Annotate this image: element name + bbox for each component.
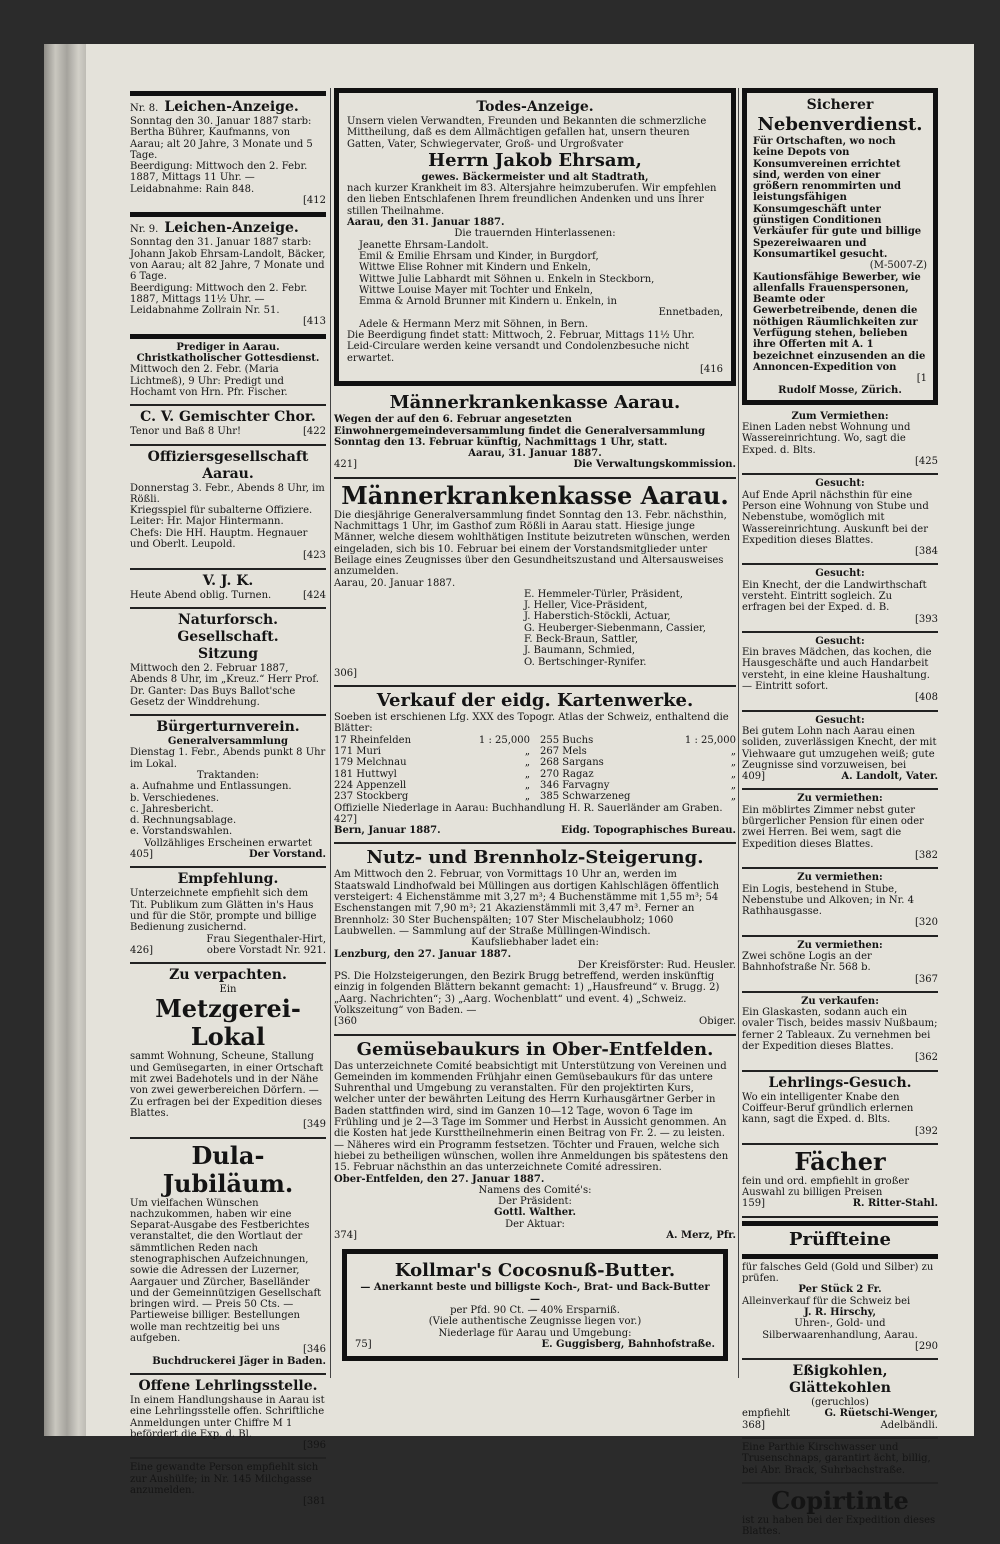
ad-ref: [320 [915, 917, 938, 929]
mourner: Emil & Emilie Ehrsam und Kinder, in Burgdorf, [359, 250, 599, 262]
ad-text: Eine Parthie Kirschwasser und Trusenschnaps, garantirt ächt, billig, bei Abr. Brack, Suhrbachstraße. [742, 1442, 931, 1476]
ad-headline: Metzgerei-Lokal [155, 994, 301, 1052]
ad-signature: Frau Siegenthaler-Hirt, [206, 933, 326, 945]
officers-society-ad [130, 449, 326, 562]
ad-ref: [416 [700, 363, 723, 375]
ad-text: sammt Wohnung, Scheune, Stallung und Gemüsegarten, in einer Ortschaft mit zwei Badehotels und in der Nähe von zwei gewerbereichen Dörfern. — Zu erfragen bei der Expedition dieses Blattes. [130, 1051, 324, 1119]
mourner: Wittwe Louise Mayer mit Tochter und Enkeln, [359, 284, 593, 296]
divider [742, 710, 938, 712]
charcoal-ad [742, 1363, 938, 1431]
kirsch-ad [742, 1442, 938, 1476]
lodging-for-rent-ad [742, 872, 938, 928]
ad-title: Lehrlings-Gesuch. [768, 1074, 912, 1091]
map-sheet: 270 Ragaz [540, 768, 594, 780]
ad-title: Gemüsebaukurs in Ober-Entfelden. [356, 1038, 714, 1060]
ad-signature: Namens des Comité's: [478, 1184, 592, 1196]
ad-text: Dienstag 1. Febr., Abends punkt 8 Uhr im Lokal. [130, 747, 326, 770]
ad-ref: [346 [303, 1344, 326, 1356]
ad-ref: 75] [355, 1338, 372, 1350]
ad-ref: 409] [742, 771, 765, 783]
map-scale: „ [524, 768, 530, 780]
deceased-name: Herrn Jakob Ehrsam, [428, 149, 642, 171]
ad-subtitle: (geruchlos) [811, 1397, 869, 1409]
divider [130, 1373, 326, 1375]
ad-title: Bürgerturnverein. [156, 719, 300, 736]
ad-text: Mittwoch den 2. Febr. (Maria Lichtmeß), 9 Uhr: Predigt und Hochamt von Hrn. Pfr. Fischer. [130, 364, 288, 398]
farmhand-wanted-ad [742, 568, 938, 624]
ad-signature: Der Präsident: [498, 1196, 572, 1208]
ad-text: für falsches Geld (Gold und Silber) zu prüfen. [742, 1261, 934, 1285]
ad-ref: 421] [334, 459, 357, 471]
ad-text: Ein Logis, bestehend in Stube, Nebenstube und Alkoven; in Nr. 4 Rathhausgasse. [742, 883, 915, 918]
divider [130, 91, 326, 96]
ad-text: Auf Ende April nächsthin für eine Person eine Wohnung von Stube und Nebenstube, womöglich mit Wassereinrichtung. Auskunft bei der Expedition dieses Blattes. [742, 489, 929, 546]
board-member: J. Haberstich-Stöckli, Actuar, [524, 611, 671, 623]
divider [334, 477, 736, 479]
ad-text: Eine gewandte Person empfiehlt sich zur Aushülfe; in Nr. 145 Milchgasse anzumelden. [130, 1462, 319, 1497]
ad-ref: [408 [915, 692, 938, 704]
apprentice-wanted-ad [742, 1075, 938, 1137]
ad-signature: Rudolf Mosse, Zürich. [778, 384, 902, 396]
stableman-wanted-ad [742, 715, 938, 783]
apartment-wanted-ad [742, 478, 938, 557]
obituary-ehrsam [334, 88, 736, 386]
ad-title: Zu vermiethen: [797, 793, 883, 805]
map-scale: „ [730, 779, 736, 791]
ad-text: Wegen der auf den 6. Februar angesetzten Einwohnergemeindeversammlung findet die Generalversammlung Sonntag den 13. Februar künftig, Nachmittags 1 Uhr, statt. [334, 414, 706, 448]
ad-text: fein und ord. empfiehlt in großer Auswahl zu billigen Preisen [742, 1175, 910, 1199]
board-member: O. Bertschinger-Rynifer. [524, 656, 647, 668]
map-scale: „ [524, 791, 530, 803]
notice-number: Nr. 9. [130, 224, 159, 236]
ad-subtitle: Christkatholischer Gottesdienst. [136, 353, 320, 365]
furniture-for-sale-ad [742, 996, 938, 1064]
ad-text: Alleinverkauf für die Schweiz bei [742, 1295, 911, 1307]
ad-ref: [382 [915, 849, 938, 861]
divider [334, 842, 736, 844]
ad-ref: [425 [915, 456, 938, 468]
ad-title: Naturforsch. Gesellschaft. [177, 611, 279, 645]
ad-text: Niederlage für Aarau und Umgebung: [438, 1327, 632, 1339]
ad-ref: [367 [915, 973, 938, 985]
ad-signature: J. R. Hirschy, [803, 1306, 877, 1318]
ad-title: Offiziersgesellschaft Aarau. [147, 448, 309, 482]
ad-ref: [413 [303, 316, 326, 328]
ad-date: Ober-Entfelden, den 27. Januar 1887. [334, 1173, 545, 1185]
map-sheet: 179 Melchnau [334, 757, 407, 769]
ad-subtitle: Generalversammlung [167, 736, 289, 748]
ad-text: Heute Abend oblig. Turnen. [130, 589, 272, 601]
ad-title: Gesucht: [815, 568, 865, 580]
ad-signature: Der Kreisförster: Rud. Heusler. [577, 959, 736, 971]
ad-ref: [393 [915, 613, 938, 625]
divider [742, 1143, 938, 1145]
ad-ref: 368] [742, 1419, 765, 1431]
ad-signature: Eidg. Topographisches Bureau. [561, 825, 736, 837]
ad-text: Kautionsfähige Bewerber, wie allenfalls Frauenspersonen, Beamte oder Gewerbetreibende, denen die nöthigen Räumlichkeiten zur Verfügung stehen, belieben ihre Offerten mit A. 1 bezeichnet einzusenden an die Annoncen-Expedition von [753, 271, 926, 373]
ad-text: Mittwoch den 2. Februar 1887, Abends 8 Uhr, im „Kreuz.“ Herr Prof. Dr. Ganter: Das Buys Ballot'sche Gesetz der Winddrehung. [130, 662, 319, 708]
ad-signature: Buchdruckerei Jäger in Baden. [152, 1355, 326, 1367]
ad-text: Tenor und Baß 8 Uhr! [130, 426, 242, 438]
health-insurance-assembly [334, 482, 736, 679]
mourner: Jeanette Ehrsam-Landolt. [359, 239, 489, 251]
mourner: Emma & Arnold Brunner mit Kindern u. Enkeln, in [359, 296, 617, 308]
health-insurance-notice [334, 392, 736, 470]
ad-ref: [360 [334, 1016, 357, 1028]
board-member: J. Heller, Vice-Präsident, [524, 600, 648, 612]
ad-text: In einem Handlungshause in Aarau ist eine Lehrlingsstelle offen. Schriftliche Anmeldungen unter Chiffre M 1 befördert die Exp. d. Bl. [130, 1394, 325, 1440]
map-sheet-list [334, 735, 736, 803]
map-sheet: 268 Sargans [540, 757, 604, 769]
natural-science-society-ad [130, 612, 326, 708]
map-scale: 1 : 25,000 [684, 734, 736, 746]
divider [742, 991, 938, 993]
ad-signature: E. Guggisberg, Bahnhofstraße. [541, 1338, 715, 1350]
notice-text: Beerdigung: Mittwoch den 2. Febr. 1887, Mittags 11 Uhr. — Leidabnahme: Rain 848. [130, 161, 308, 195]
room-for-rent-ad [742, 793, 938, 861]
ad-title: Zu vermiethen: [797, 872, 883, 884]
ad-title: Gesucht: [815, 635, 865, 647]
column-divider [330, 88, 331, 1378]
map-scale: „ [524, 746, 530, 758]
ad-subtitle: Die trauernden Hinterlassenen: [454, 228, 616, 240]
ad-text: Ein möblirtes Zimmer nebst guter bürgerlicher Pension für einen oder zwei Herren. Bei wem, sagt die Expedition dieses Blattes. [742, 804, 924, 850]
lodgings-for-rent-ad [742, 940, 938, 985]
divider [130, 962, 326, 964]
divider [130, 568, 326, 570]
ad-title: Gesucht: [815, 714, 865, 726]
ad-text: empfiehlt [742, 1408, 791, 1420]
ad-ref: 306] [334, 667, 357, 679]
divider [334, 685, 736, 687]
ad-signature: A. Merz, Pfr. [666, 1230, 736, 1242]
ad-signature: Obiger. [699, 1016, 736, 1028]
ad-text: Soeben ist erschienen Lfg. XXX des Topogr. Atlas der Schweiz, enthaltend die Blätter: [334, 712, 729, 735]
ad-text: Kriegsspiel für subalterne Offiziere. Leiter: Hr. Major Hintermann. [130, 505, 313, 528]
divider [742, 1070, 938, 1072]
board-member: J. Baumann, Schmied, [524, 645, 636, 657]
book-binding [44, 44, 90, 1436]
ad-text: Ein Glaskasten, sodann auch ein ovaler Tisch, beides massiv Nußbaum; ferner 2 Tableaux. Zu vernehmen bei der Expedition dieses Blattes. [742, 1007, 938, 1053]
ad-title: Verkauf der eidg. Kartenwerke. [376, 690, 694, 712]
board-list [334, 589, 736, 668]
divider [742, 1221, 938, 1226]
divider [334, 1034, 736, 1036]
ad-text: Unterzeichnete empfiehlt sich dem Tit. Publikum zum Glätten in's Haus und für die Stör, prompte und billige Bedienung zusichernd. [130, 888, 317, 934]
ad-ref: [423 [303, 550, 326, 562]
ad-title: Zu verpachten. [169, 967, 287, 984]
ad-text: Das unterzeichnete Comité beabsichtigt mit Unterstützung von Vereinen und Gemeinden im kommenden Frühjahr einen Gemüsebaukurs für das untere Suhrenthal und Umgebung zu veranstalten. Für den projektirten Kurs, welcher unter der bewährten Leitung des Herrn Kurhausgärtner Gerber in Baden stattfinden wird, sind im Ganzen 10—12 Tage, wovon 6 Tage im Frühling und je 2—3 Tage im Sommer und Herbst in Aussicht genommen. An die Kosten hat jede Kursttheilnehmerin einen Beitrag von Fr. 2. — zu leisten. — Näheres wird ein Programm festsetzen. Töchter und Frauen, welche sich hiebei zu betheiligen wünschen, wollen ihre Anmeldungen bis spätestens den 15. Februar nächsthin an das unterzeichnete Comité adressiren. [334, 1060, 729, 1174]
ad-title: Offene Lehrlingsstelle. [138, 1377, 318, 1394]
death-notice-8 [130, 99, 326, 206]
ad-text: Unsern vielen Verwandten, Freunden und Bekannten die schmerzliche Mittheilung, daß es dem Allmächtigen gefallen hat, unsern theuren Gatten, Vater, Schwiegervater, Groß- und Urgroßvater [347, 116, 707, 150]
fans-ad [742, 1148, 938, 1210]
ad-title: Eßigkohlen, Glättekohlen [789, 1363, 891, 1397]
ad-text: Einen Laden nebst Wohnung und Wassereinrichtung. Wo, sagt die Exped. d. Blts. [742, 422, 911, 456]
ad-date: Aarau, den 31. Januar 1887. [347, 217, 505, 229]
divider [130, 714, 326, 716]
side-income-ad [742, 88, 938, 405]
notice-title: Leichen-Anzeige. [164, 220, 299, 237]
ad-text: Offizielle Niederlage in Aarau: Buchhandlung H. R. Sauerländer am Graben. [334, 802, 723, 814]
map-sheet: 385 Schwarzeneg [540, 791, 631, 803]
notice-number: Nr. 8. [130, 103, 159, 114]
ad-ref: 427] [334, 813, 357, 825]
ad-signature: G. Rüetschi-Wenger, [824, 1408, 938, 1420]
ad-text: per Pfd. 90 Ct. — 40% Ersparniß. [450, 1304, 620, 1316]
notice-text: Sonntag den 31. Januar 1887 starb: Johann Jakob Ehrsam-Landolt, Bäcker, von Aarau; alt 82 Jahre, 7 Monate und 6 Tage. [130, 237, 326, 283]
ad-text: Wo ein intelligenter Knabe den Coiffeur-Beruf gründlich erlernen kann, sagt die Exped. d. Blts. [742, 1091, 914, 1126]
map-sheet: 17 Rheinfelden [334, 734, 412, 746]
map-sheet: 181 Huttwyl [334, 768, 397, 780]
agenda-title: Traktanden: [196, 769, 260, 781]
ad-title: Sicherer [806, 97, 874, 113]
divider [742, 788, 938, 790]
ad-title: Prediger in Aarau. [176, 341, 280, 353]
agenda-item: d. Rechnungsablage. [130, 815, 237, 827]
ad-text: — Anerkannt beste und billigste Koch-, Brat- und Back-Butter — [360, 1282, 710, 1305]
map-sheet: 237 Stockberg [334, 791, 409, 803]
map-sheet: 346 Farvagny [540, 779, 610, 791]
ad-text: Vollzähliges Erscheinen erwartet [144, 837, 312, 849]
ad-price: Per Stück 2 Fr. [798, 1284, 882, 1296]
center-column [334, 88, 736, 1361]
ad-date: Lenzburg, den 27. Januar 1887. [334, 948, 512, 960]
ad-text: Die Beerdigung findet statt: Mittwoch, 2. Februar, Mittags 11½ Uhr. Leid-Circulare werden keine versandt und Condolenzbesuche nicht erwartet. [347, 330, 695, 364]
map-scale: 1 : 25,000 [478, 734, 530, 746]
ad-text: Donnerstag 3. Febr., Abends 8 Uhr, im Rößli. [130, 482, 325, 505]
ad-text: Adelbändli. [880, 1419, 938, 1431]
ad-headline: Fächer [794, 1146, 886, 1176]
left-column [130, 88, 326, 1514]
divider [742, 1254, 938, 1259]
map-scale: „ [730, 768, 736, 780]
coconut-butter-ad [342, 1249, 728, 1361]
ad-title: V. J. K. [202, 572, 254, 589]
mourner: Wittwe Julie Labhardt mit Söhnen u. Enkeln in Steckborn, [359, 273, 655, 285]
board-member: E. Hemmeler-Türler, Präsident, [524, 588, 683, 600]
ad-ref: 374] [334, 1230, 357, 1242]
ad-subtitle: gewes. Bäckermeister und alt Stadtrath, [421, 171, 649, 183]
map-scale: „ [730, 791, 736, 803]
agenda-item: e. Vorstandswahlen. [130, 826, 233, 838]
divider [742, 867, 938, 869]
map-scale: „ [730, 757, 736, 769]
ad-title: Prüffteine [788, 1228, 892, 1250]
ad-text: Ein braves Mädchen, das kochen, die Hausgeschäfte und auch Handarbeit versteht, in eine kleine Haushaltung. — Eintritt sofort. [742, 647, 932, 693]
column-divider [738, 88, 739, 1378]
ad-ref: 426] [130, 944, 153, 956]
choir-ad [130, 409, 326, 437]
ad-ref: [412 [303, 195, 326, 207]
ad-title: Nutz- und Brennholz-Steigerung. [366, 847, 704, 869]
recommendation-ad [130, 871, 326, 956]
shop-for-rent-ad [742, 411, 938, 467]
divider [742, 1216, 938, 1218]
ad-text: Um vielfachen Wünschen nachzukommen, haben wir eine Separat-Ausgabe des Festberichtes veranstaltet, die den Wortlaut der sämmtlichen Reden nach stenographischen Aufzeichnungen, sowie die Adressen der Luzerner, Aargauer und Zürcher, Baselländer und der Gemeinnützigen Gesellschaft bringen wird. — Preis 50 Cts. — Partieweise billiger. Bestellungen wolle man rechtzeitig bei uns aufgeben. [130, 1197, 322, 1345]
ad-text: Ein [219, 984, 237, 996]
ad-title: Zu vermiethen: [797, 939, 883, 951]
ad-date: Aarau, 20. Januar 1887. [334, 577, 456, 589]
ad-ref: 405] [130, 849, 153, 861]
ad-text: Am Mittwoch den 2. Februar, von Vormittags 10 Uhr an, werden im Staatswald Lindhofwald bei Müllingen aus dortigen Kahlschlägen öffentlich versteigert: 4 Eichenstämme mit 3,27 m³; 4 Buchenstämme mit 1,55 m³; 54 Eschenstangen mit 7,90 m³; 21 Akazienstämmli mit 3,47 m³. Ferner an Brennholz: 30 Ster Buchenspälten; 107 Ster Mischelaubholz; 1060 Laubwellen. — Sammlung auf der Straße Müllingen-Windisch. [334, 869, 720, 937]
ad-ref: [396 [303, 1440, 326, 1452]
ad-subtitle: Sitzung [198, 645, 258, 662]
divider [130, 404, 326, 406]
divider [130, 1457, 326, 1459]
ad-ref: [424 [303, 589, 326, 601]
divider [130, 212, 326, 217]
ad-date: Bern, Januar 1887. [334, 825, 441, 837]
ad-headline: Männerkrankenkasse Aarau. [341, 480, 729, 510]
ad-date: Aarau, 31. Januar 1887. [468, 448, 602, 460]
ad-ref: [1 [916, 373, 927, 385]
copy-ink-ad [742, 1487, 938, 1538]
ad-signature: Der Aktuar: [505, 1218, 565, 1230]
agenda-item: c. Jahresbericht. [130, 803, 214, 815]
map-sheet: 224 Appenzell [334, 779, 407, 791]
agenda-item: a. Aufnahme und Entlassungen. [130, 781, 292, 793]
map-sheet: 267 Mels [540, 746, 587, 758]
ad-signature: Der Vorstand. [248, 849, 326, 861]
map-scale: „ [524, 757, 530, 769]
ad-ref: [381 [303, 1496, 326, 1508]
ad-text: nach kurzer Krankheit im 83. Altersjahre heimzuberufen. Wir empfehlen den lieben Entschlafenen Ihrem freundlichen Andenken und uns Ihrer stillen Theilnahme. [347, 183, 717, 217]
divider [130, 334, 326, 339]
divider [742, 935, 938, 937]
touchstones-ad [742, 1221, 938, 1352]
helper-ad [130, 1462, 326, 1507]
butcher-shop-ad [130, 967, 326, 1130]
ad-text: Kaufsliebhaber ladet ein: [471, 937, 599, 949]
death-notice-9 [130, 220, 326, 327]
preacher-ad [130, 342, 326, 398]
ad-title: Todes-Anzeige. [476, 99, 594, 115]
mourner: Ennetbaden, [658, 307, 723, 319]
ad-text: Zwei schöne Logis an der Bahnhofstraße Nr. 568 b. [742, 951, 872, 974]
ad-text: Die diesjährige Generalversammlung findet Sonntag den 13. Febr. nächsthin, Nachmittags 1 Uhr, im Gasthof zum Rößli in Aarau statt. Hiesige junge Männer, welche diesem wohlthätigen Institute beizutreten wünschen, werden eingeladen, sich bis 10. Februar bei einem der Vorstandsmitglieder unter Beilage eines Zeugnisses über den Gesundheitszustand und Altersausweises anzumelden. [334, 509, 731, 578]
ad-ref: [362 [915, 1052, 938, 1064]
ad-text: Uhren-, Gold- und Silberwaarenhandlung, Aarau. [762, 1318, 918, 1341]
map-scale: „ [524, 779, 530, 791]
mourner: Wittwe Elise Rohner mit Kindern und Enkeln, [359, 262, 591, 274]
ad-code: (M-5007-Z) [869, 260, 927, 272]
ad-title: Männerkrankenkasse Aarau. [389, 392, 681, 414]
ad-title: Gesucht: [815, 478, 865, 490]
map-sale-ad [334, 690, 736, 836]
ad-ref: [392 [915, 1125, 938, 1137]
ad-text: Bei gutem Lohn nach Aarau einen soliden, zuverlässigen Knecht, der mit Viehwaare gut umzugehen weiß; gute Zeugnisse sind vorzuweisen, bei [742, 725, 937, 771]
divider [742, 631, 938, 633]
maid-wanted-ad [742, 636, 938, 704]
ad-signature: Die Verwaltungskommission. [573, 459, 736, 471]
divider [742, 1358, 938, 1360]
dula-jubilee-ad [130, 1142, 326, 1367]
divider [130, 1137, 326, 1139]
notice-text: Sonntag den 30. Januar 1887 starb: Bertha Bührer, Kaufmanns, von Aarau; alt 20 Jahre, 3 Monate und 5 Tage. [130, 116, 313, 161]
ad-text: Für Ortschaften, wo noch keine Depots von Konsumvereinen errichtet sind, werden von einer größern renommirten und leistungsfähigen Konsumgeschäft unter günstigen Conditionen Verkäufer für gute und billige Spezereiwaaren und Konsumartikel gesucht. [753, 136, 922, 260]
divider [130, 607, 326, 609]
ad-title: Nebenverdienst. [757, 114, 923, 135]
agenda-item: b. Verschiedenes. [130, 792, 220, 804]
ad-title: Kollmar's Cocosnuß-Butter. [394, 1260, 676, 1282]
ad-ref: [422 [303, 426, 326, 438]
ad-text: ist zu haben bei der Expedition dieses Blattes. [742, 1514, 936, 1538]
ad-ref: 159] [742, 1198, 765, 1210]
ad-title: Zu verkaufen: [801, 995, 879, 1007]
ad-signature: R. Ritter-Stahl. [852, 1198, 938, 1210]
ad-title: C. V. Gemischter Chor. [140, 409, 316, 426]
ad-ref: [384 [915, 546, 938, 558]
vegetable-course-ad [334, 1039, 736, 1242]
divider [742, 563, 938, 565]
divider [742, 1437, 938, 1439]
ad-text: Ein Knecht, der die Landwirthschaft versteht. Eintritt sogleich. Zu erfragen bei der Exped. d. B. [742, 579, 927, 614]
gymnastics-club-ad [130, 719, 326, 860]
divider [130, 444, 326, 446]
ad-text: (Viele authentische Zeugnisse liegen vor.) [428, 1316, 642, 1328]
board-member: G. Heuberger-Siebenmann, Cassier, [524, 622, 706, 634]
timber-auction-ad [334, 847, 736, 1027]
mourner: Adele & Hermann Merz mit Söhnen, in Bern. [359, 318, 589, 330]
map-scale: „ [730, 746, 736, 758]
ad-headline: Copirtinte [771, 1485, 909, 1515]
ad-title: Zum Vermiethen: [791, 410, 889, 422]
apprentice-position-ad [130, 1378, 326, 1451]
ad-signature: A. Landolt, Vater. [841, 771, 938, 783]
right-column [742, 88, 938, 1544]
map-sheet: 171 Muri [334, 746, 381, 758]
ad-signature: obere Vorstadt Nr. 921. [206, 944, 326, 956]
divider [742, 473, 938, 475]
notice-title: Leichen-Anzeige. [164, 99, 299, 115]
ad-ref: [290 [915, 1340, 938, 1352]
ad-headline: Dula-Jubiläum. [162, 1140, 294, 1198]
ad-title: Empfehlung. [177, 871, 279, 888]
notice-text: Beerdigung: Mittwoch den 2. Febr. 1887, Mittags 11½ Uhr. — Leidabnahme Zollrain Nr. 51. [130, 282, 308, 317]
divider [742, 1482, 938, 1484]
ad-text: PS. Die Holzsteigerungen, den Bezirk Brugg betreffend, werden inskünftig einzig in folgenden Blättern bekannt gemacht: 1) „Hausfreund“ v. Brugg. 2) „Aarg. Nachrichten“; 3) „Aarg. Wochenblatt“ und event. 4) „Schweiz. Volkszeitung“ von Baden. — [334, 971, 720, 1016]
ad-signature: Gottl. Walther. [494, 1207, 576, 1219]
board-member: F. Beck-Braun, Sattler, [524, 633, 639, 645]
ad-ref: [349 [303, 1119, 326, 1131]
divider [130, 866, 326, 868]
map-sheet: 255 Buchs [540, 734, 594, 746]
ad-text: Chefs: Die HH. Hauptm. Hegnauer und Oberlt. Leupold. [130, 527, 308, 551]
vjk-ad [130, 573, 326, 601]
